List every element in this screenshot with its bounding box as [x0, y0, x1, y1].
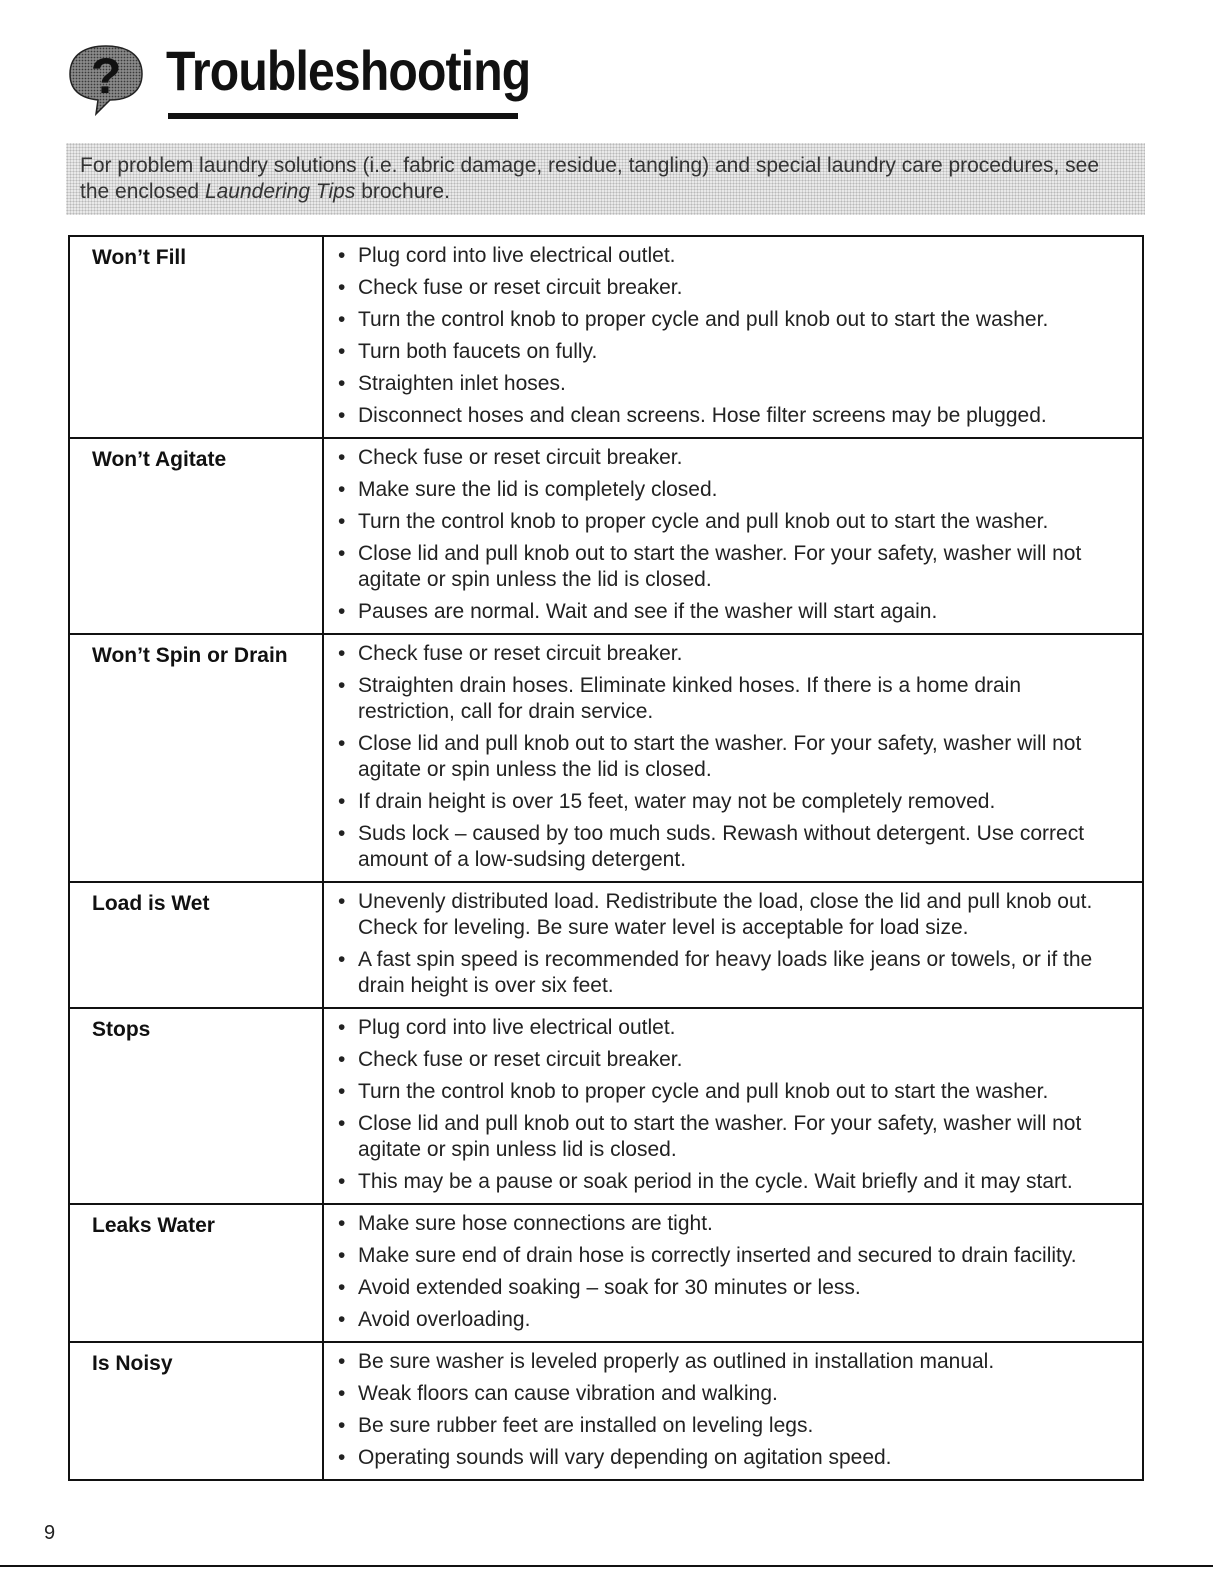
bullet-icon: • — [338, 1308, 346, 1331]
list-item — [336, 339, 1122, 365]
problem-label: Stops — [69, 1008, 323, 1204]
solution-text: Check fuse or reset circuit breaker. — [358, 642, 683, 665]
list-item — [336, 1275, 1122, 1301]
notice-brochure-name: Laundering Tips — [204, 180, 356, 203]
solution-text: Avoid overloading. — [358, 1308, 531, 1331]
list-item — [336, 731, 1122, 783]
list-item — [336, 541, 1122, 593]
solution-text: Be sure washer is leveled properly as outlined in installation manual. — [358, 1350, 995, 1373]
bullet-icon: • — [338, 642, 346, 665]
solutions-list — [336, 889, 1122, 999]
bullet-icon: • — [338, 1112, 346, 1135]
troubleshooting-table — [68, 235, 1144, 1481]
bullet-icon: • — [338, 404, 346, 427]
solutions-cell — [323, 882, 1143, 1008]
solution-text: Weak floors can cause vibration and walking. — [358, 1382, 778, 1405]
table-row — [69, 1008, 1143, 1204]
question-mark-icon — [66, 44, 146, 118]
solutions-cell — [323, 634, 1143, 882]
solution-text: Close lid and pull knob out to start the washer. For your safety, washer will not agitate or spin unless lid is closed. — [358, 1112, 1082, 1161]
solutions-cell — [323, 1342, 1143, 1480]
solution-text: Make sure the lid is completely closed. — [358, 478, 718, 501]
bullet-icon: • — [338, 1212, 346, 1235]
solutions-cell — [323, 1204, 1143, 1342]
list-item — [336, 275, 1122, 301]
solution-text: Check fuse or reset circuit breaker. — [358, 446, 683, 469]
bullet-icon: • — [338, 1080, 346, 1103]
list-item — [336, 789, 1122, 815]
bullet-icon: • — [338, 732, 346, 755]
bullet-icon: • — [338, 276, 346, 299]
problem-label: Won’t Agitate — [69, 438, 323, 634]
solution-text: If drain height is over 15 feet, water may not be completely removed. — [358, 790, 996, 813]
list-item — [336, 1307, 1122, 1333]
solution-text: Plug cord into live electrical outlet. — [358, 1016, 676, 1039]
list-item — [336, 1413, 1122, 1439]
solutions-list — [336, 445, 1122, 625]
bullet-icon: • — [338, 1276, 346, 1299]
table-row — [69, 634, 1143, 882]
bullet-icon: • — [338, 308, 346, 331]
list-item — [336, 1015, 1122, 1041]
bullet-icon: • — [338, 340, 346, 363]
bullet-icon: • — [338, 372, 346, 395]
table-row — [69, 1204, 1143, 1342]
list-item — [336, 889, 1122, 941]
page-number: 9 — [44, 1522, 56, 1544]
problem-label: Won’t Fill — [69, 236, 323, 438]
solution-text: Make sure hose connections are tight. — [358, 1212, 713, 1235]
list-item — [336, 243, 1122, 269]
solution-text: A fast spin speed is recommended for heavy loads like jeans or towels, or if the drain height is over six feet. — [358, 948, 1093, 997]
table-row — [69, 882, 1143, 1008]
problem-label: Won’t Spin or Drain — [69, 634, 323, 882]
solutions-list — [336, 1349, 1122, 1471]
title-underline — [168, 113, 518, 119]
list-item — [336, 403, 1122, 429]
bullet-icon: • — [338, 1170, 346, 1193]
bullet-icon: • — [338, 1446, 346, 1469]
problem-label: Load is Wet — [69, 882, 323, 1008]
bullet-icon: • — [338, 790, 346, 813]
problem-label: Is Noisy — [69, 1342, 323, 1480]
list-item — [336, 445, 1122, 471]
solution-text: Unevenly distributed load. Redistribute the load, close the lid and pull knob out. Check for leveling. Be sure water level is acceptable for load size. — [358, 890, 1093, 939]
bullet-icon: • — [338, 600, 346, 623]
solutions-list — [336, 641, 1122, 873]
bullet-icon: • — [338, 1350, 346, 1373]
list-item — [336, 1169, 1122, 1195]
solution-text: Turn the control knob to proper cycle and pull knob out to start the washer. — [358, 308, 1049, 331]
solution-text: Avoid extended soaking – soak for 30 minutes or less. — [358, 1276, 861, 1299]
bullet-icon: • — [338, 674, 346, 697]
solution-text: Disconnect hoses and clean screens. Hose filter screens may be plugged. — [358, 404, 1047, 427]
list-item — [336, 1047, 1122, 1073]
list-item — [336, 371, 1122, 397]
table-row — [69, 236, 1143, 438]
bullet-icon: • — [338, 1016, 346, 1039]
laundry-tips-notice — [66, 143, 1145, 215]
solution-text: Straighten inlet hoses. — [358, 372, 566, 395]
list-item — [336, 1445, 1122, 1471]
svg-text:?: ? — [90, 48, 122, 104]
troubleshooting-table-body — [69, 236, 1143, 1480]
solution-text: Check fuse or reset circuit breaker. — [358, 276, 683, 299]
notice-text: For problem laundry solutions (i.e. fabric damage, residue, tangling) and special laundry care procedures, see the enclosed — [80, 154, 1100, 203]
list-item — [336, 509, 1122, 535]
solution-text: Plug cord into live electrical outlet. — [358, 244, 676, 267]
bullet-icon: • — [338, 510, 346, 533]
solution-text: Close lid and pull knob out to start the washer. For your safety, washer will not agitate or spin unless the lid is closed. — [358, 732, 1082, 781]
table-row — [69, 1342, 1143, 1480]
list-item — [336, 673, 1122, 725]
list-item — [336, 1079, 1122, 1105]
bullet-icon: • — [338, 1048, 346, 1071]
list-item — [336, 947, 1122, 999]
solution-text: Check fuse or reset circuit breaker. — [358, 1048, 683, 1071]
table-row — [69, 438, 1143, 634]
bullet-icon: • — [338, 542, 346, 565]
solution-text: Turn the control knob to proper cycle and pull knob out to start the washer. — [358, 1080, 1049, 1103]
solutions-list — [336, 1015, 1122, 1195]
solutions-cell — [323, 1008, 1143, 1204]
solution-text: Make sure end of drain hose is correctly inserted and secured to drain facility. — [358, 1244, 1077, 1267]
bullet-icon: • — [338, 948, 346, 971]
list-item — [336, 641, 1122, 667]
list-item — [336, 1111, 1122, 1163]
bullet-icon: • — [338, 1414, 346, 1437]
solution-text: Turn the control knob to proper cycle and pull knob out to start the washer. — [358, 510, 1049, 533]
solution-text: This may be a pause or soak period in the cycle. Wait briefly and it may start. — [358, 1170, 1073, 1193]
solution-text: Turn both faucets on fully. — [358, 340, 598, 363]
solutions-cell — [323, 438, 1143, 634]
list-item — [336, 477, 1122, 503]
solutions-cell — [323, 236, 1143, 438]
solution-text: Close lid and pull knob out to start the washer. For your safety, washer will not agitate or spin unless the lid is closed. — [358, 542, 1082, 591]
solution-text: Operating sounds will vary depending on agitation speed. — [358, 1446, 892, 1469]
list-item — [336, 1349, 1122, 1375]
bullet-icon: • — [338, 1244, 346, 1267]
list-item — [336, 1243, 1122, 1269]
solutions-list — [336, 1211, 1122, 1333]
page-title: Troubleshooting — [166, 39, 531, 102]
list-item — [336, 307, 1122, 333]
bullet-icon: • — [338, 1382, 346, 1405]
bullet-icon: • — [338, 446, 346, 469]
bullet-icon: • — [338, 890, 346, 913]
problem-label: Leaks Water — [69, 1204, 323, 1342]
solution-text: Suds lock – caused by too much suds. Rewash without detergent. Use correct amount of a low-sudsing detergent. — [358, 822, 1085, 871]
list-item — [336, 1211, 1122, 1237]
bullet-icon: • — [338, 244, 346, 267]
bullet-icon: • — [338, 478, 346, 501]
list-item — [336, 821, 1122, 873]
bottom-rule — [0, 1565, 1213, 1567]
solution-text: Straighten drain hoses. Eliminate kinked hoses. If there is a home drain restriction, call for drain service. — [358, 674, 1022, 723]
list-item — [336, 1381, 1122, 1407]
solution-text: Pauses are normal. Wait and see if the washer will start again. — [358, 600, 938, 623]
list-item — [336, 599, 1122, 625]
solutions-list — [336, 243, 1122, 429]
bullet-icon: • — [338, 822, 346, 845]
notice-text-end: brochure. — [355, 180, 450, 203]
solution-text: Be sure rubber feet are installed on leveling legs. — [358, 1414, 814, 1437]
